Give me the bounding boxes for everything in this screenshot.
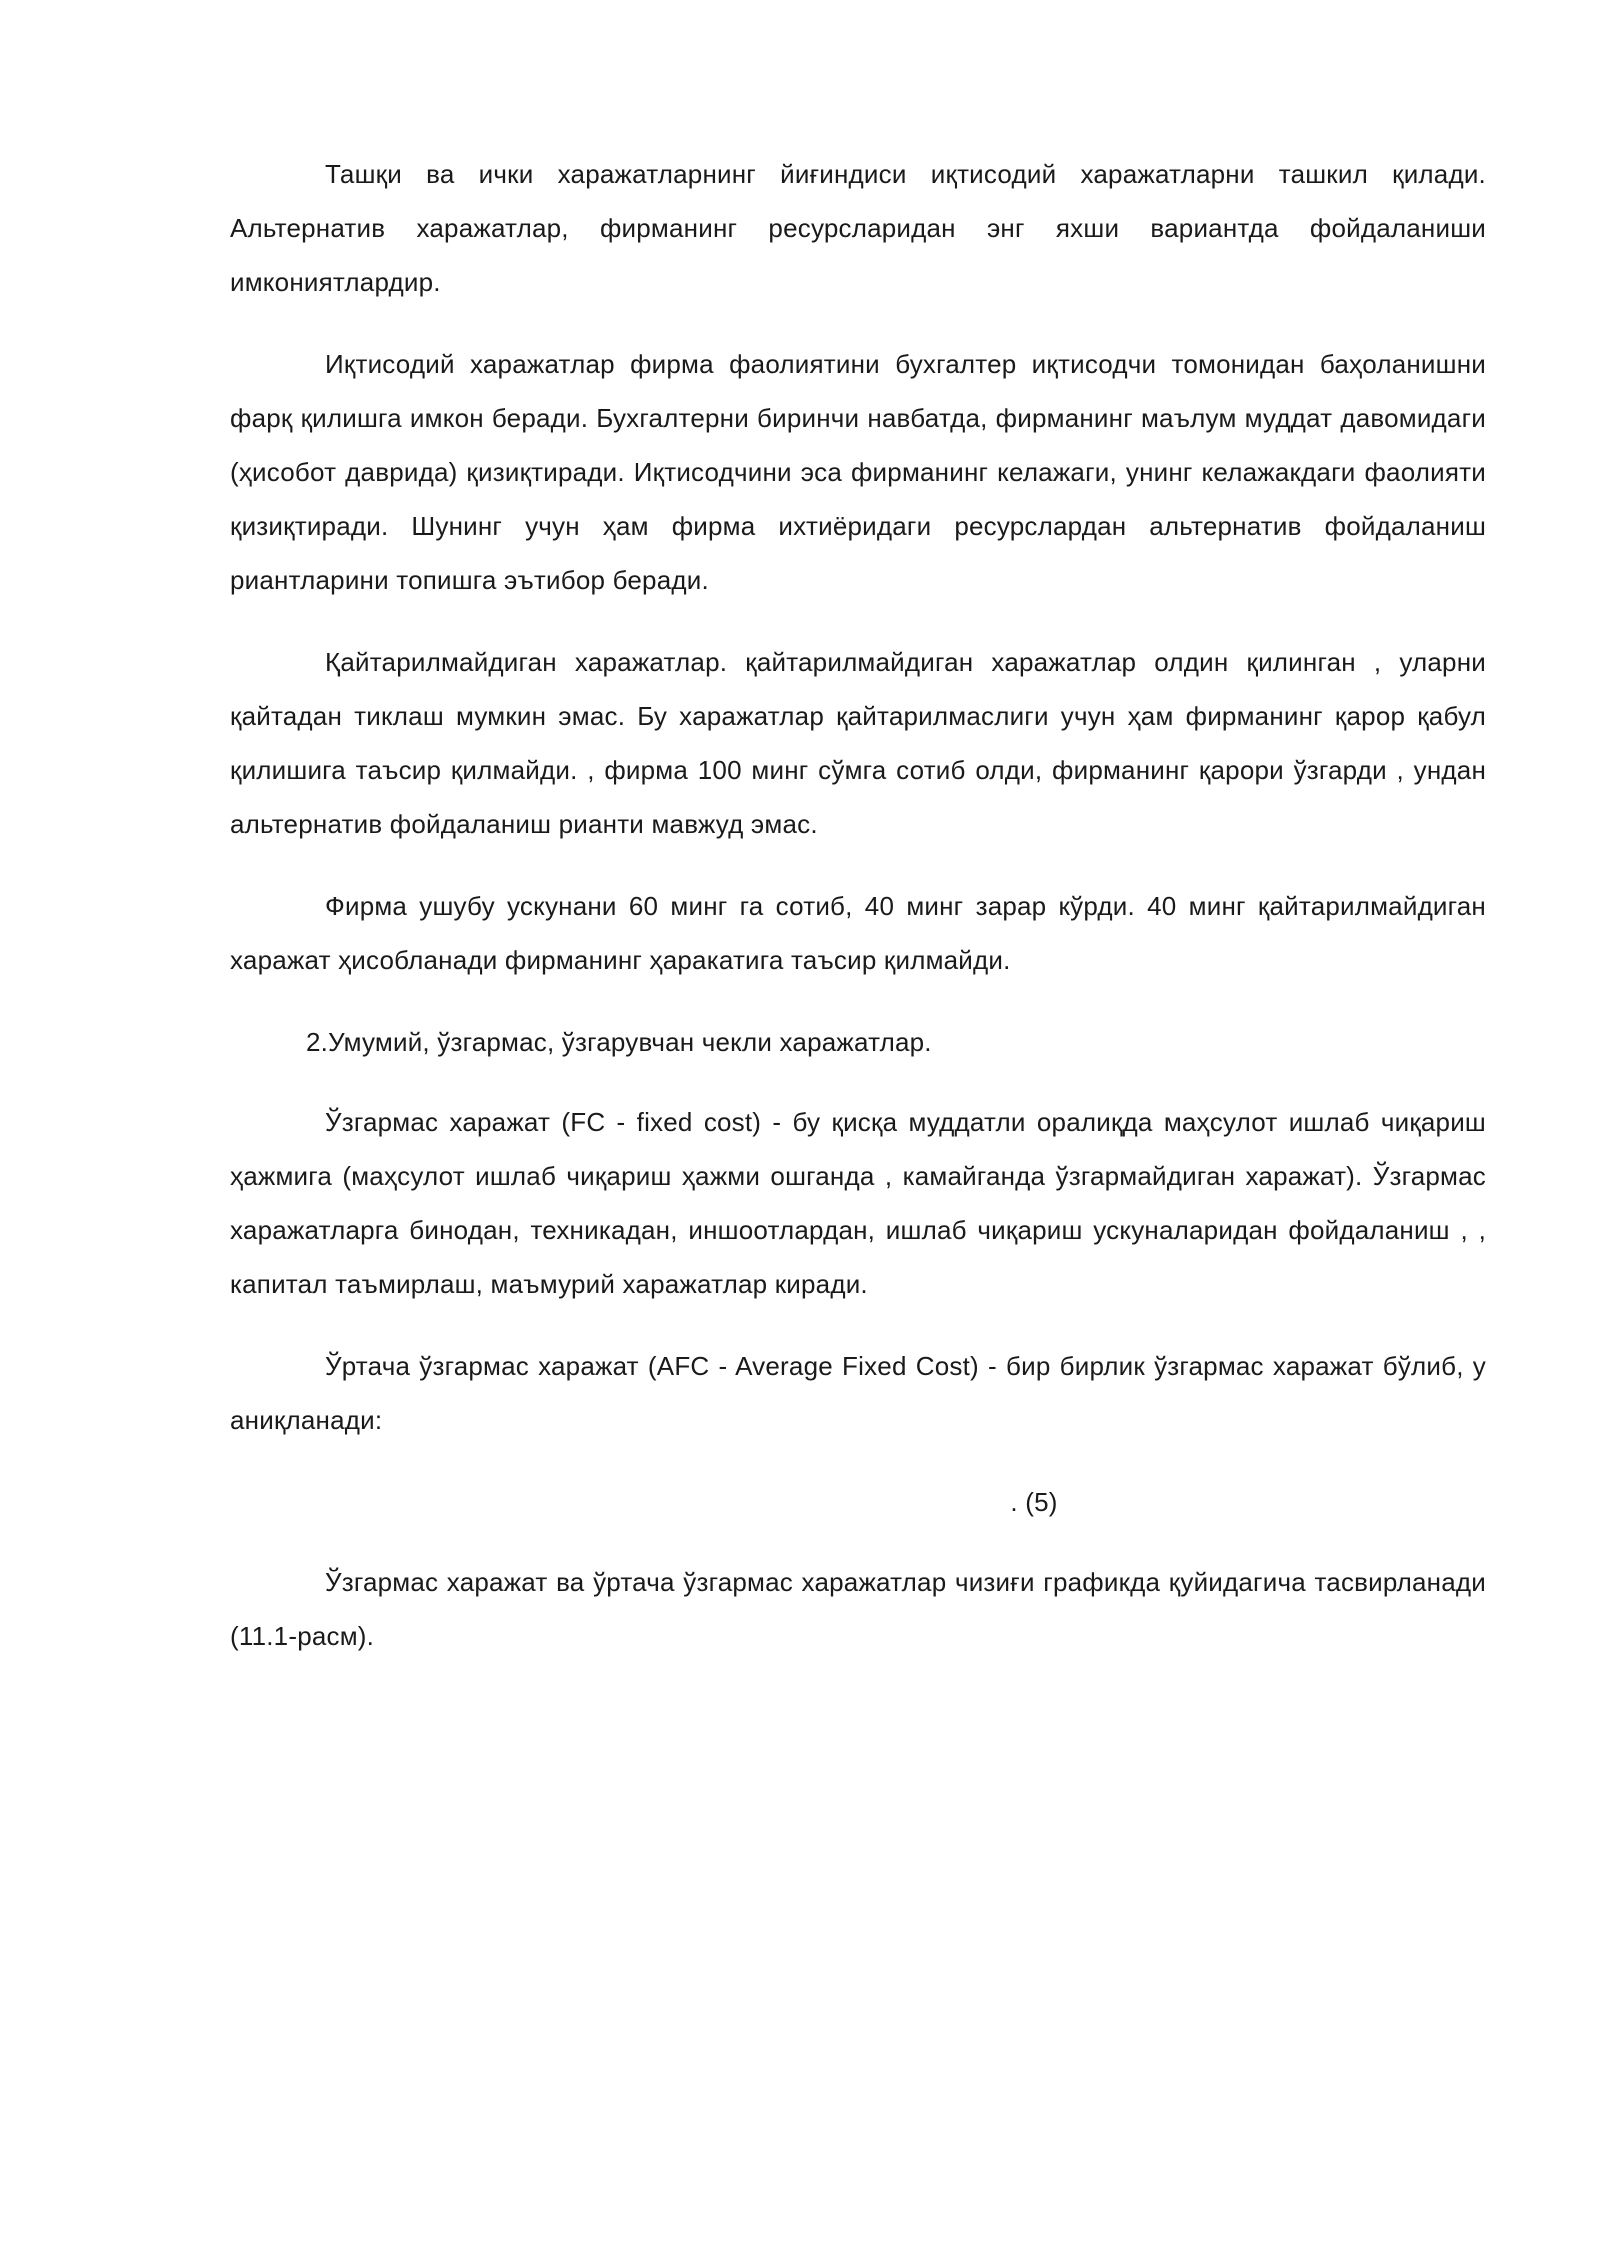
- paragraph-graph-reference: Ўзгармас харажат ва ўртача ўзгармас харажатлар чизиғи графикда қуйидагича тасвирланади (11.1-расм).: [230, 1567, 1486, 1651]
- document-body: [230, 147, 1486, 1691]
- paragraph-equipment-example: Фирма ушубу ускунани 60 минг га сотиб, 40 минг зарар кўрди. 40 минг қайтарилмайдиган харажат ҳисобланади фирманинг ҳаракатига таъсир қилмайди.: [230, 891, 1486, 975]
- paragraph-fixed-cost: Ўзгармас харажат (FC - fixed cost) - бу қисқа муддатли оралиқда маҳсулот ишлаб чиқариш ҳажмига (маҳсулот ишлаб чиқариш ҳажми ошганда , камайганда ўзгармайдиган харажат). Ўзгармас харажатларга бинодан, техникадан, иншоотлардан, ишлаб чиқариш ускуналаридан фойдаланиш , , капитал таъмирлаш, маъмурий харажатлар киради.: [230, 1107, 1486, 1299]
- paragraph-economic-costs: Иқтисодий харажатлар фирма фаолиятини бухгалтер иқтисодчи томонидан баҳоланишни фарқ қилишга имкон беради. Бухгалтерни биринчи навбатда, фирманинг маълум муддат давомидаги (ҳисобот даврида) қизиқтиради. Иқтисодчини эса фирманинг келажаги, унинг келажакдаги фаолияти қизиқтиради. Шунинг учун ҳам фирма ихтиёридаги ресурслардан альтернатив фойдаланиш риантларини топишга эътибор беради.: [230, 349, 1486, 595]
- formula-number: . (5): [1010, 1487, 1058, 1517]
- paragraph-external-internal-costs: Ташқи ва ички харажатларнинг йиғиндиси иқтисодий харажатларни ташкил қилади. Альтернатив харажатлар, фирманинг ресурсларидан энг яхши вариантда фойдаланиши имкониятлардир.: [230, 159, 1486, 297]
- section-heading: 2.Умумий, ўзгармас, ўзгарувчан чекли харажатлар.: [306, 1027, 932, 1057]
- paragraph-sunk-costs: Қайтарилмайдиган харажатлар. қайтарилмайдиган харажатлар олдин қилинган , уларни қайтадан тиклаш мумкин эмас. Бу харажатлар қайтарилмаслиги учун ҳам фирманинг қарор қабул қилишига таъсир қилмайди. , фирма 100 минг сўмга сотиб олди, фирманинг қарори ўзгарди , ундан альтернатив фойдаланиш рианти мавжуд эмас.: [230, 647, 1486, 839]
- paragraph-average-fixed-cost: Ўртача ўзгармас харажат (AFC - Average Fixed Cost) - бир бирлик ўзгармас харажат бўлиб, у аниқланади:: [230, 1351, 1486, 1435]
